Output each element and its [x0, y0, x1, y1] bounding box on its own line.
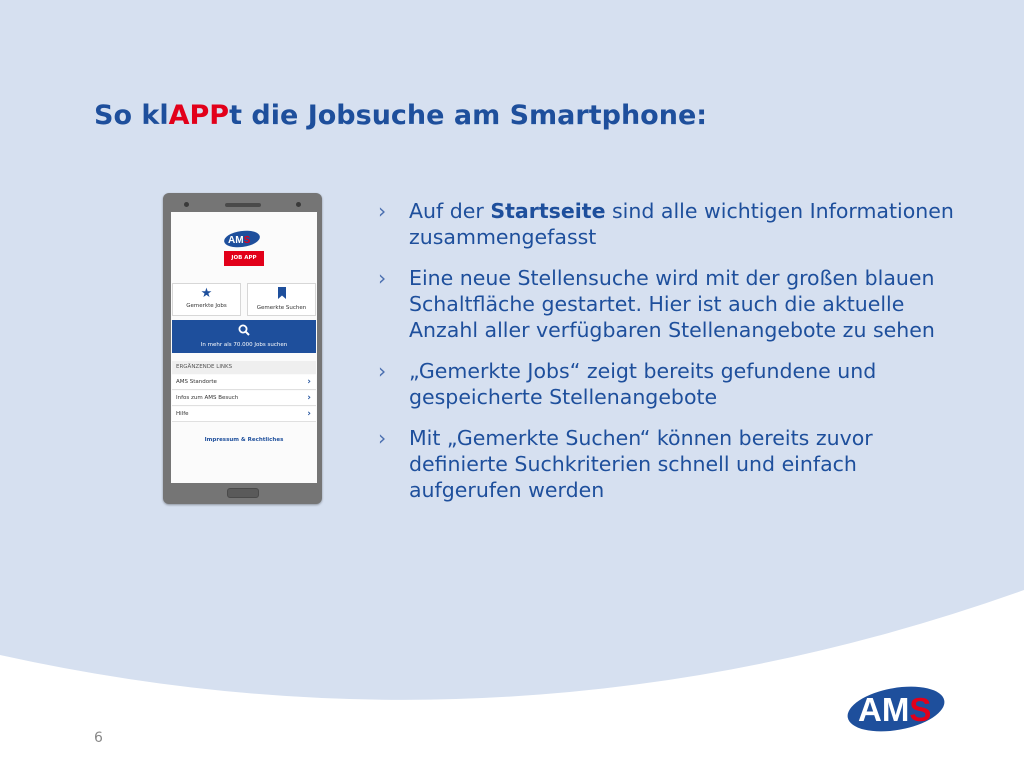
bullet-marker-icon: ›	[378, 426, 387, 450]
link-item-ams-standorte[interactable]	[172, 375, 316, 390]
bullet-text-bold: Startseite	[490, 199, 606, 223]
bullet-text-post: sind alle wichtigen Informationen zusammengefasst	[409, 199, 954, 249]
saved-jobs-label: Gemerkte Jobs	[186, 303, 227, 309]
chevron-right-icon: ›	[307, 409, 311, 419]
home-button	[227, 488, 259, 498]
bullet-marker-icon: ›	[378, 199, 387, 223]
ams-logo-small	[223, 228, 265, 249]
speaker-icon	[225, 203, 261, 207]
ams-logo	[844, 684, 968, 734]
saved-jobs-tile[interactable]	[172, 283, 241, 316]
link-label: AMS Standorte	[176, 379, 217, 385]
link-label: Infos zum AMS Besuch	[176, 395, 239, 401]
link-item-hilfe[interactable]	[172, 407, 316, 422]
link-item-infos[interactable]	[172, 391, 316, 406]
bullet-list	[378, 198, 958, 518]
bullet-marker-icon: ›	[378, 359, 387, 383]
links-header: ERGÄNZENDE LINKS	[172, 361, 316, 374]
title-suffix: t die Jobsuche am Smartphone:	[229, 100, 708, 131]
bullet-text: Eine neue Stellensuche wird mit der großen blauen Schaltfläche gestartet. Hier ist auch die aktuelle Anzahl aller verfügbaren Stellenangebote zu sehen	[409, 266, 935, 342]
bullet-text: Mit „Gemerkte Suchen“ können bereits zuvor definierte Suchkriterien schnell und einfach aufgerufen werden	[409, 426, 873, 502]
link-label: Hilfe	[176, 411, 189, 417]
bullet-item	[378, 358, 958, 410]
magnifier-icon	[172, 324, 316, 338]
job-search-button[interactable]	[172, 320, 316, 353]
chevron-right-icon: ›	[307, 393, 311, 403]
title-highlight: APP	[168, 100, 230, 131]
smartphone-illustration	[163, 193, 322, 504]
bullet-text: „Gemerkte Jobs“ zeigt bereits gefundene und gespeicherte Stellenangebote	[409, 359, 877, 409]
bullet-item	[378, 425, 958, 503]
svg-text:AMS: AMS	[858, 691, 932, 728]
sensor-icon	[296, 202, 301, 207]
phone-screen	[171, 212, 317, 483]
page-number: 6	[94, 730, 103, 746]
title-prefix: So kl	[94, 100, 169, 131]
svg-text:AMS: AMS	[228, 235, 251, 246]
job-app-badge: JOB APP	[224, 251, 264, 266]
bullet-item	[378, 265, 958, 343]
camera-icon	[184, 202, 189, 207]
bullet-marker-icon: ›	[378, 266, 387, 290]
saved-searches-label: Gemerkte Suchen	[256, 305, 307, 311]
bullet-text-pre: Auf der	[409, 199, 491, 223]
star-icon: ★	[200, 286, 213, 301]
search-button-label: In mehr als 70.000 Jobs suchen	[200, 342, 288, 348]
slide-title	[94, 100, 707, 131]
bookmark-icon	[248, 287, 315, 302]
imprint-link[interactable]: Impressum & Rechtliches	[204, 437, 284, 443]
chevron-right-icon: ›	[307, 377, 311, 387]
bullet-item	[378, 198, 958, 250]
saved-searches-tile[interactable]	[247, 283, 316, 316]
